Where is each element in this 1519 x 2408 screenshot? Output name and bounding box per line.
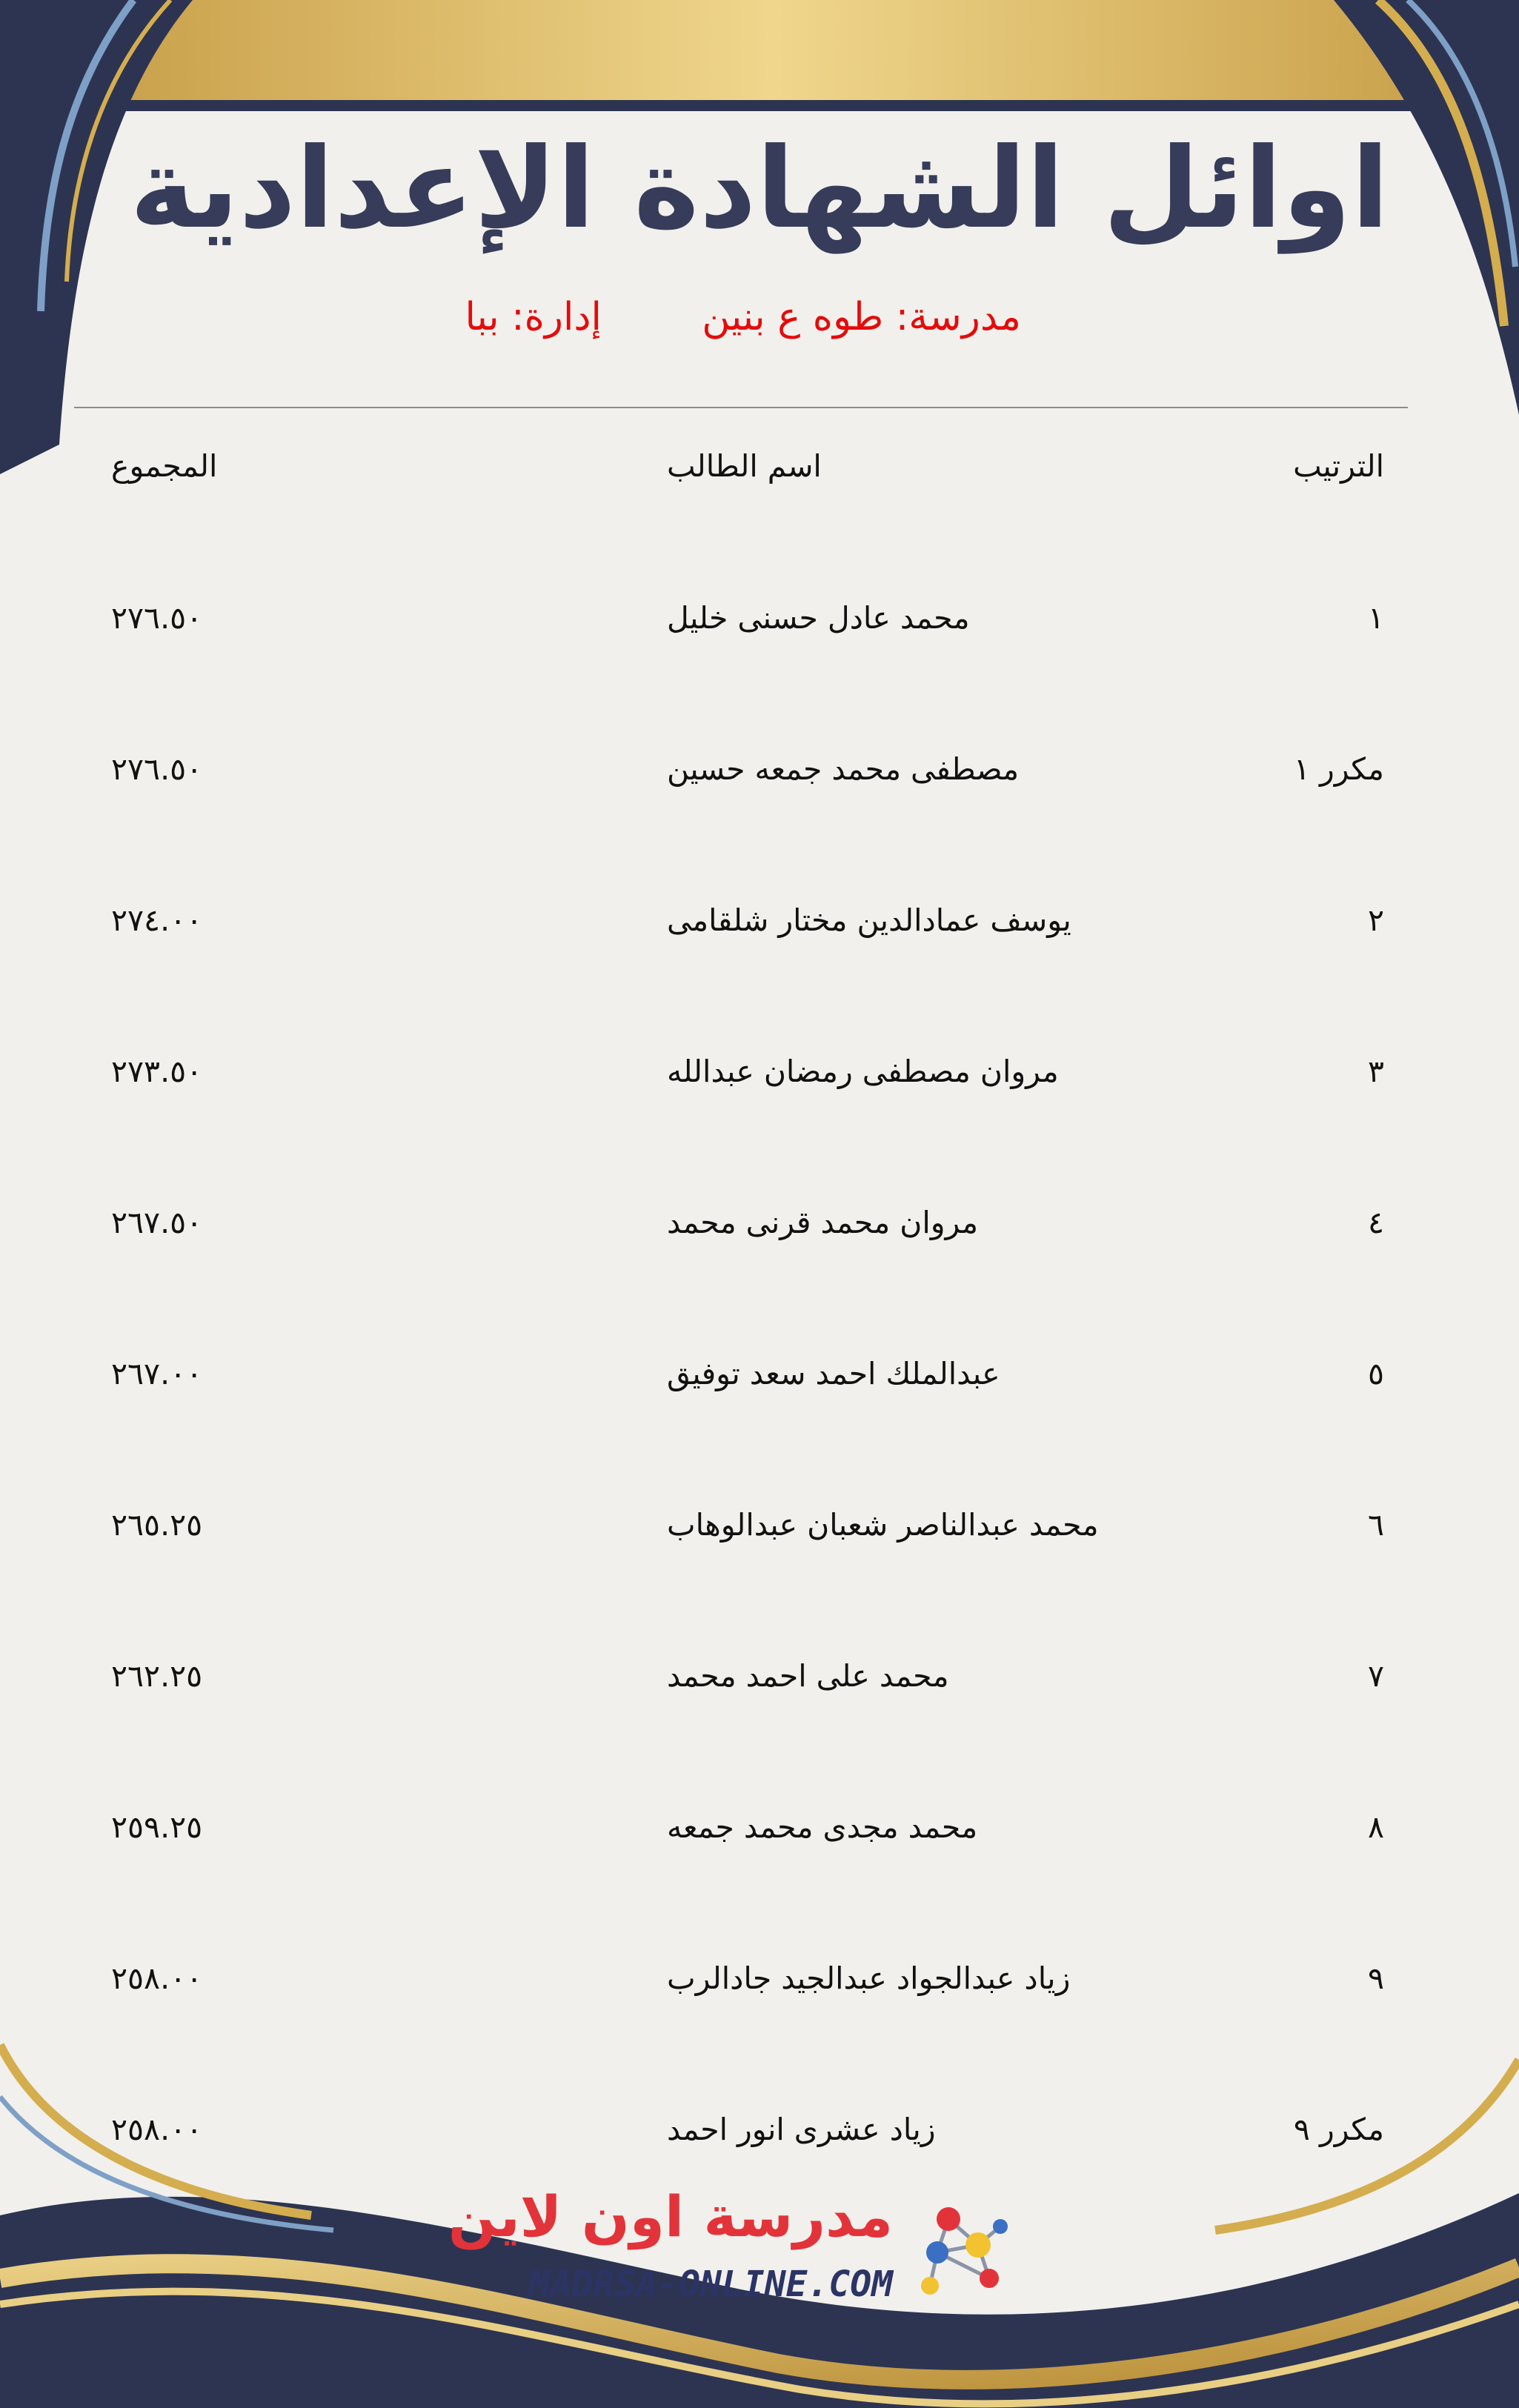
row-7-name: محمد عبدالناصر شعبان عبدالوهاب: [667, 1507, 1099, 1543]
row-11-rank: مكرر ٩: [1293, 2112, 1384, 2147]
row-9-name: محمد مجدى محمد جمعه: [667, 1809, 978, 1845]
row-5-rank: ٤: [1367, 1205, 1384, 1240]
row-10-name: زياد عبدالجواد عبدالجيد جادالرب: [667, 1960, 1071, 1996]
row-5-total: ٢٦٧.٥٠: [111, 1205, 203, 1240]
page-title: اوائل الشهادة الإعدادية: [130, 124, 1389, 253]
row-1-rank: ١: [1367, 600, 1384, 636]
row-3-total: ٢٧٤.٠٠: [111, 902, 203, 938]
row-4-rank: ٣: [1367, 1054, 1384, 1089]
row-9-rank: ٨: [1367, 1809, 1384, 1845]
row-3-rank: ٢: [1367, 902, 1384, 938]
row-7-rank: ٦: [1367, 1507, 1384, 1543]
row-2-name: مصطفى محمد جمعه حسين: [667, 751, 1020, 787]
row-6-name: عبدالملك احمد سعد توفيق: [667, 1356, 1000, 1391]
logo-english-text: MADRSA-ONLINE.COM: [528, 2264, 893, 2305]
row-2-rank: مكرر ١: [1293, 751, 1384, 787]
row-6-rank: ٥: [1367, 1356, 1384, 1391]
row-8-total: ٢٦٢.٢٥: [111, 1658, 203, 1694]
header-divider: [74, 407, 1408, 408]
row-2-total: ٢٧٦.٥٠: [111, 751, 203, 787]
column-header-total: المجموع: [111, 448, 218, 484]
row-11-name: زياد عشرى انور احمد: [667, 2112, 936, 2147]
row-11-total: ٢٥٨.٠٠: [111, 2112, 203, 2147]
site-logo: [448, 2184, 1015, 2315]
row-4-name: مروان مصطفى رمضان عبدالله: [667, 1054, 1059, 1089]
row-4-total: ٢٧٣.٥٠: [111, 1054, 203, 1089]
column-header-name: اسم الطالب: [667, 448, 822, 484]
row-1-name: محمد عادل حسنى خليل: [667, 600, 970, 636]
row-1-total: ٢٧٦.٥٠: [111, 600, 203, 636]
column-header-rank: الترتيب: [1293, 448, 1384, 484]
molecule-icon: [904, 2189, 1015, 2301]
row-3-name: يوسف عمادالدين مختار شلقامى: [667, 902, 1071, 938]
row-9-total: ٢٥٩.٢٥: [111, 1809, 203, 1845]
row-8-name: محمد على احمد محمد: [667, 1658, 949, 1694]
row-10-total: ٢٥٨.٠٠: [111, 1960, 203, 1996]
administration-name: إدارة: ببا: [465, 295, 602, 339]
school-name: مدرسة: طوه ع بنين: [702, 295, 1021, 339]
row-10-rank: ٩: [1367, 1960, 1384, 1996]
row-6-total: ٢٦٧.٠٠: [111, 1356, 203, 1391]
row-7-total: ٢٦٥.٢٥: [111, 1507, 203, 1543]
row-5-name: مروان محمد قرنى محمد: [667, 1205, 979, 1240]
logo-arabic-text: مدرسة اون لاين: [448, 2184, 893, 2249]
row-8-rank: ٧: [1367, 1658, 1384, 1694]
